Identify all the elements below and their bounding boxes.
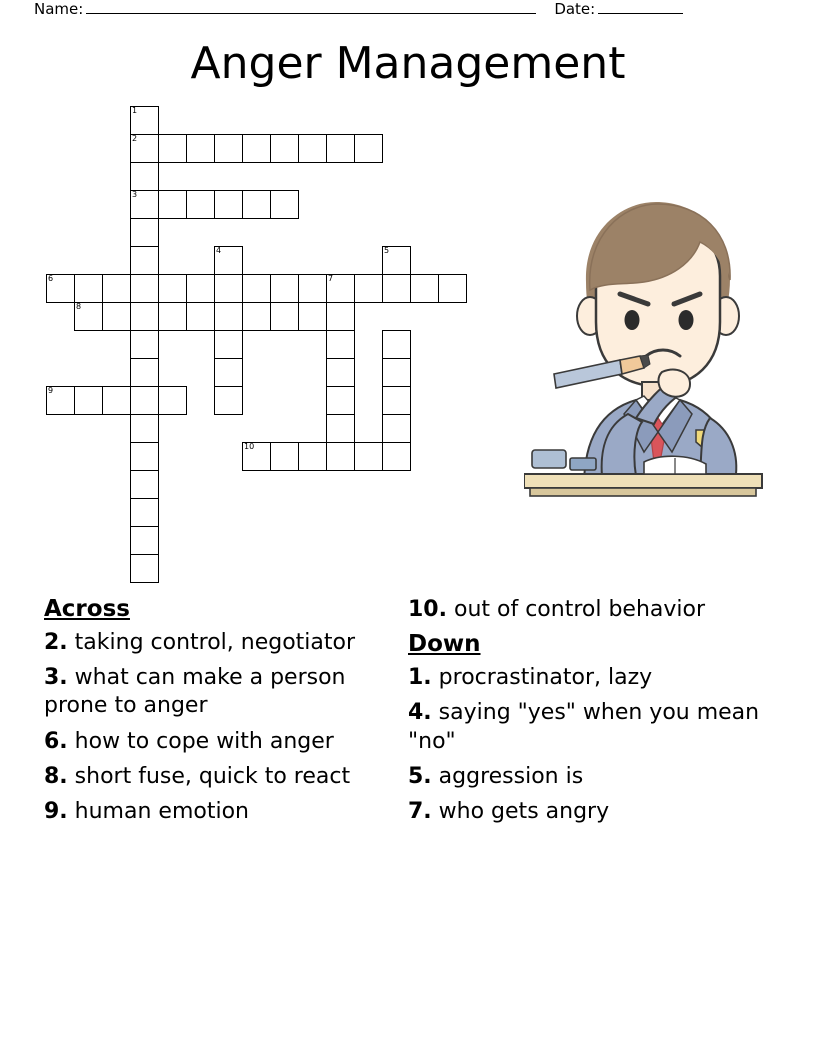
crossword-cell[interactable] [130,498,159,527]
crossword-cell[interactable] [214,246,243,275]
crossword-cell[interactable] [382,386,411,415]
crossword-cell-number: 7 [328,274,334,283]
crossword-cell[interactable] [326,358,355,387]
crossword-cell[interactable] [270,274,299,303]
page-title: Anger Management [190,38,626,89]
crossword-cell[interactable] [382,358,411,387]
crossword-cell[interactable] [186,274,215,303]
crossword-cell[interactable] [158,386,187,415]
clue-text: short fuse, quick to react [74,763,351,789]
clue-text: human emotion [74,798,249,824]
crossword-cell[interactable] [186,190,215,219]
crossword-cell-number: 2 [132,134,138,143]
crossword-cell[interactable] [130,134,159,163]
crossword-cell[interactable] [382,414,411,443]
crossword-cell[interactable] [382,442,411,471]
crossword-cell[interactable] [186,134,215,163]
crossword-cell[interactable] [130,246,159,275]
clue-across-9 [44,798,396,826]
crossword-cell[interactable] [270,442,299,471]
crossword-cell[interactable] [46,274,75,303]
name-label: Name: [34,0,84,18]
crossword-cell[interactable] [130,526,159,555]
crossword-cell[interactable] [102,386,131,415]
clue-down-1 [408,664,760,692]
clue-across-3 [44,664,396,720]
crossword-cell[interactable] [326,330,355,359]
name-write-line[interactable] [86,0,536,14]
crossword-cell[interactable] [130,442,159,471]
clue-number: 8. [44,763,68,789]
crossword-cell[interactable] [382,330,411,359]
clue-down-4 [408,699,760,755]
crossword-cell-number: 3 [132,190,138,199]
clue-across-10 [408,596,760,624]
clue-number: 10. [408,597,447,622]
clues-column-left [44,596,396,833]
clue-number: 9. [44,798,68,824]
crossword-cell[interactable] [214,134,243,163]
crossword-cell[interactable] [130,554,159,583]
crossword-grid[interactable] [46,106,476,594]
crossword-cell[interactable] [438,274,467,303]
crossword-cell[interactable] [130,106,159,135]
clue-number: 4. [408,700,432,726]
crossword-cell[interactable] [214,302,243,331]
crossword-cell[interactable] [270,134,299,163]
crossword-cell[interactable] [326,274,355,303]
boy-thinking-at-desk-illustration [524,186,770,506]
clue-across-8 [44,763,396,791]
crossword-cell[interactable] [326,134,355,163]
crossword-cell-number: 9 [48,386,54,395]
crossword-cell[interactable] [214,274,243,303]
crossword-cell[interactable] [102,274,131,303]
crossword-cell[interactable] [382,246,411,275]
clue-number: 7. [408,798,432,824]
clue-text: aggression is [438,763,584,789]
crossword-cell-number: 8 [76,302,82,311]
crossword-cell[interactable] [74,274,103,303]
worksheet-header [34,0,782,26]
crossword-cell[interactable] [242,302,271,331]
crossword-cell[interactable] [242,134,271,163]
crossword-cell[interactable] [74,386,103,415]
crossword-cell[interactable] [298,302,327,331]
crossword-cell[interactable] [74,302,103,331]
crossword-cell[interactable] [130,358,159,387]
crossword-cell[interactable] [214,330,243,359]
clue-number: 2. [44,630,68,656]
crossword-cell[interactable] [326,386,355,415]
clue-across-2 [44,629,396,657]
crossword-cell[interactable] [186,302,215,331]
across-heading: Across [44,596,130,622]
crossword-cell[interactable] [158,274,187,303]
clue-text: out of control behavior [453,597,706,622]
clue-text: taking control, negotiator [74,630,356,656]
crossword-cell[interactable] [354,442,383,471]
crossword-cell[interactable] [130,218,159,247]
crossword-cell[interactable] [326,302,355,331]
clue-text: what can make a person prone to anger [44,665,346,719]
crossword-cell[interactable] [130,470,159,499]
clue-number: 6. [44,728,68,754]
crossword-cell[interactable] [158,302,187,331]
crossword-cell[interactable] [130,414,159,443]
clue-text: how to cope with anger [74,728,334,754]
clues-section [0,596,816,976]
crossword-cell-number: 6 [48,274,54,283]
crossword-cell[interactable] [158,190,187,219]
crossword-cell[interactable] [214,190,243,219]
crossword-cell[interactable] [130,386,159,415]
crossword-cell[interactable] [130,162,159,191]
crossword-cell[interactable] [242,442,271,471]
crossword-cell[interactable] [382,274,411,303]
clue-text: saying "yes" when you mean "no" [408,700,760,754]
crossword-cell[interactable] [130,302,159,331]
crossword-cell[interactable] [242,190,271,219]
clue-text: who gets angry [438,798,610,824]
crossword-cell[interactable] [130,274,159,303]
crossword-cell[interactable] [326,442,355,471]
crossword-cell[interactable] [46,386,75,415]
clue-text: procrastinator, lazy [438,665,653,691]
crossword-cell-number: 4 [216,246,222,255]
crossword-cell[interactable] [298,134,327,163]
crossword-cell[interactable] [214,358,243,387]
clues-column-right [408,596,760,833]
crossword-cell[interactable] [242,274,271,303]
crossword-cell[interactable] [130,190,159,219]
crossword-cell[interactable] [298,274,327,303]
crossword-cell[interactable] [270,302,299,331]
crossword-cell[interactable] [326,414,355,443]
date-write-line[interactable] [598,0,683,14]
clue-down-5 [408,763,760,791]
down-heading: Down [408,631,481,658]
clue-across-6 [44,728,396,756]
crossword-cell[interactable] [354,274,383,303]
crossword-cell[interactable] [354,134,383,163]
clue-number: 3. [44,665,68,691]
crossword-cell[interactable] [158,134,187,163]
clue-down-7 [408,798,760,826]
crossword-cell[interactable] [130,330,159,359]
date-label: Date: [554,0,596,18]
clue-number: 5. [408,763,432,789]
crossword-cell-number: 1 [132,106,138,115]
crossword-cell[interactable] [214,386,243,415]
clue-number: 1. [408,665,432,691]
crossword-cell[interactable] [102,302,131,331]
crossword-cell-number: 10 [244,442,255,451]
crossword-cell[interactable] [410,274,439,303]
crossword-cell[interactable] [298,442,327,471]
crossword-cell-number: 5 [384,246,390,255]
crossword-cell[interactable] [270,190,299,219]
